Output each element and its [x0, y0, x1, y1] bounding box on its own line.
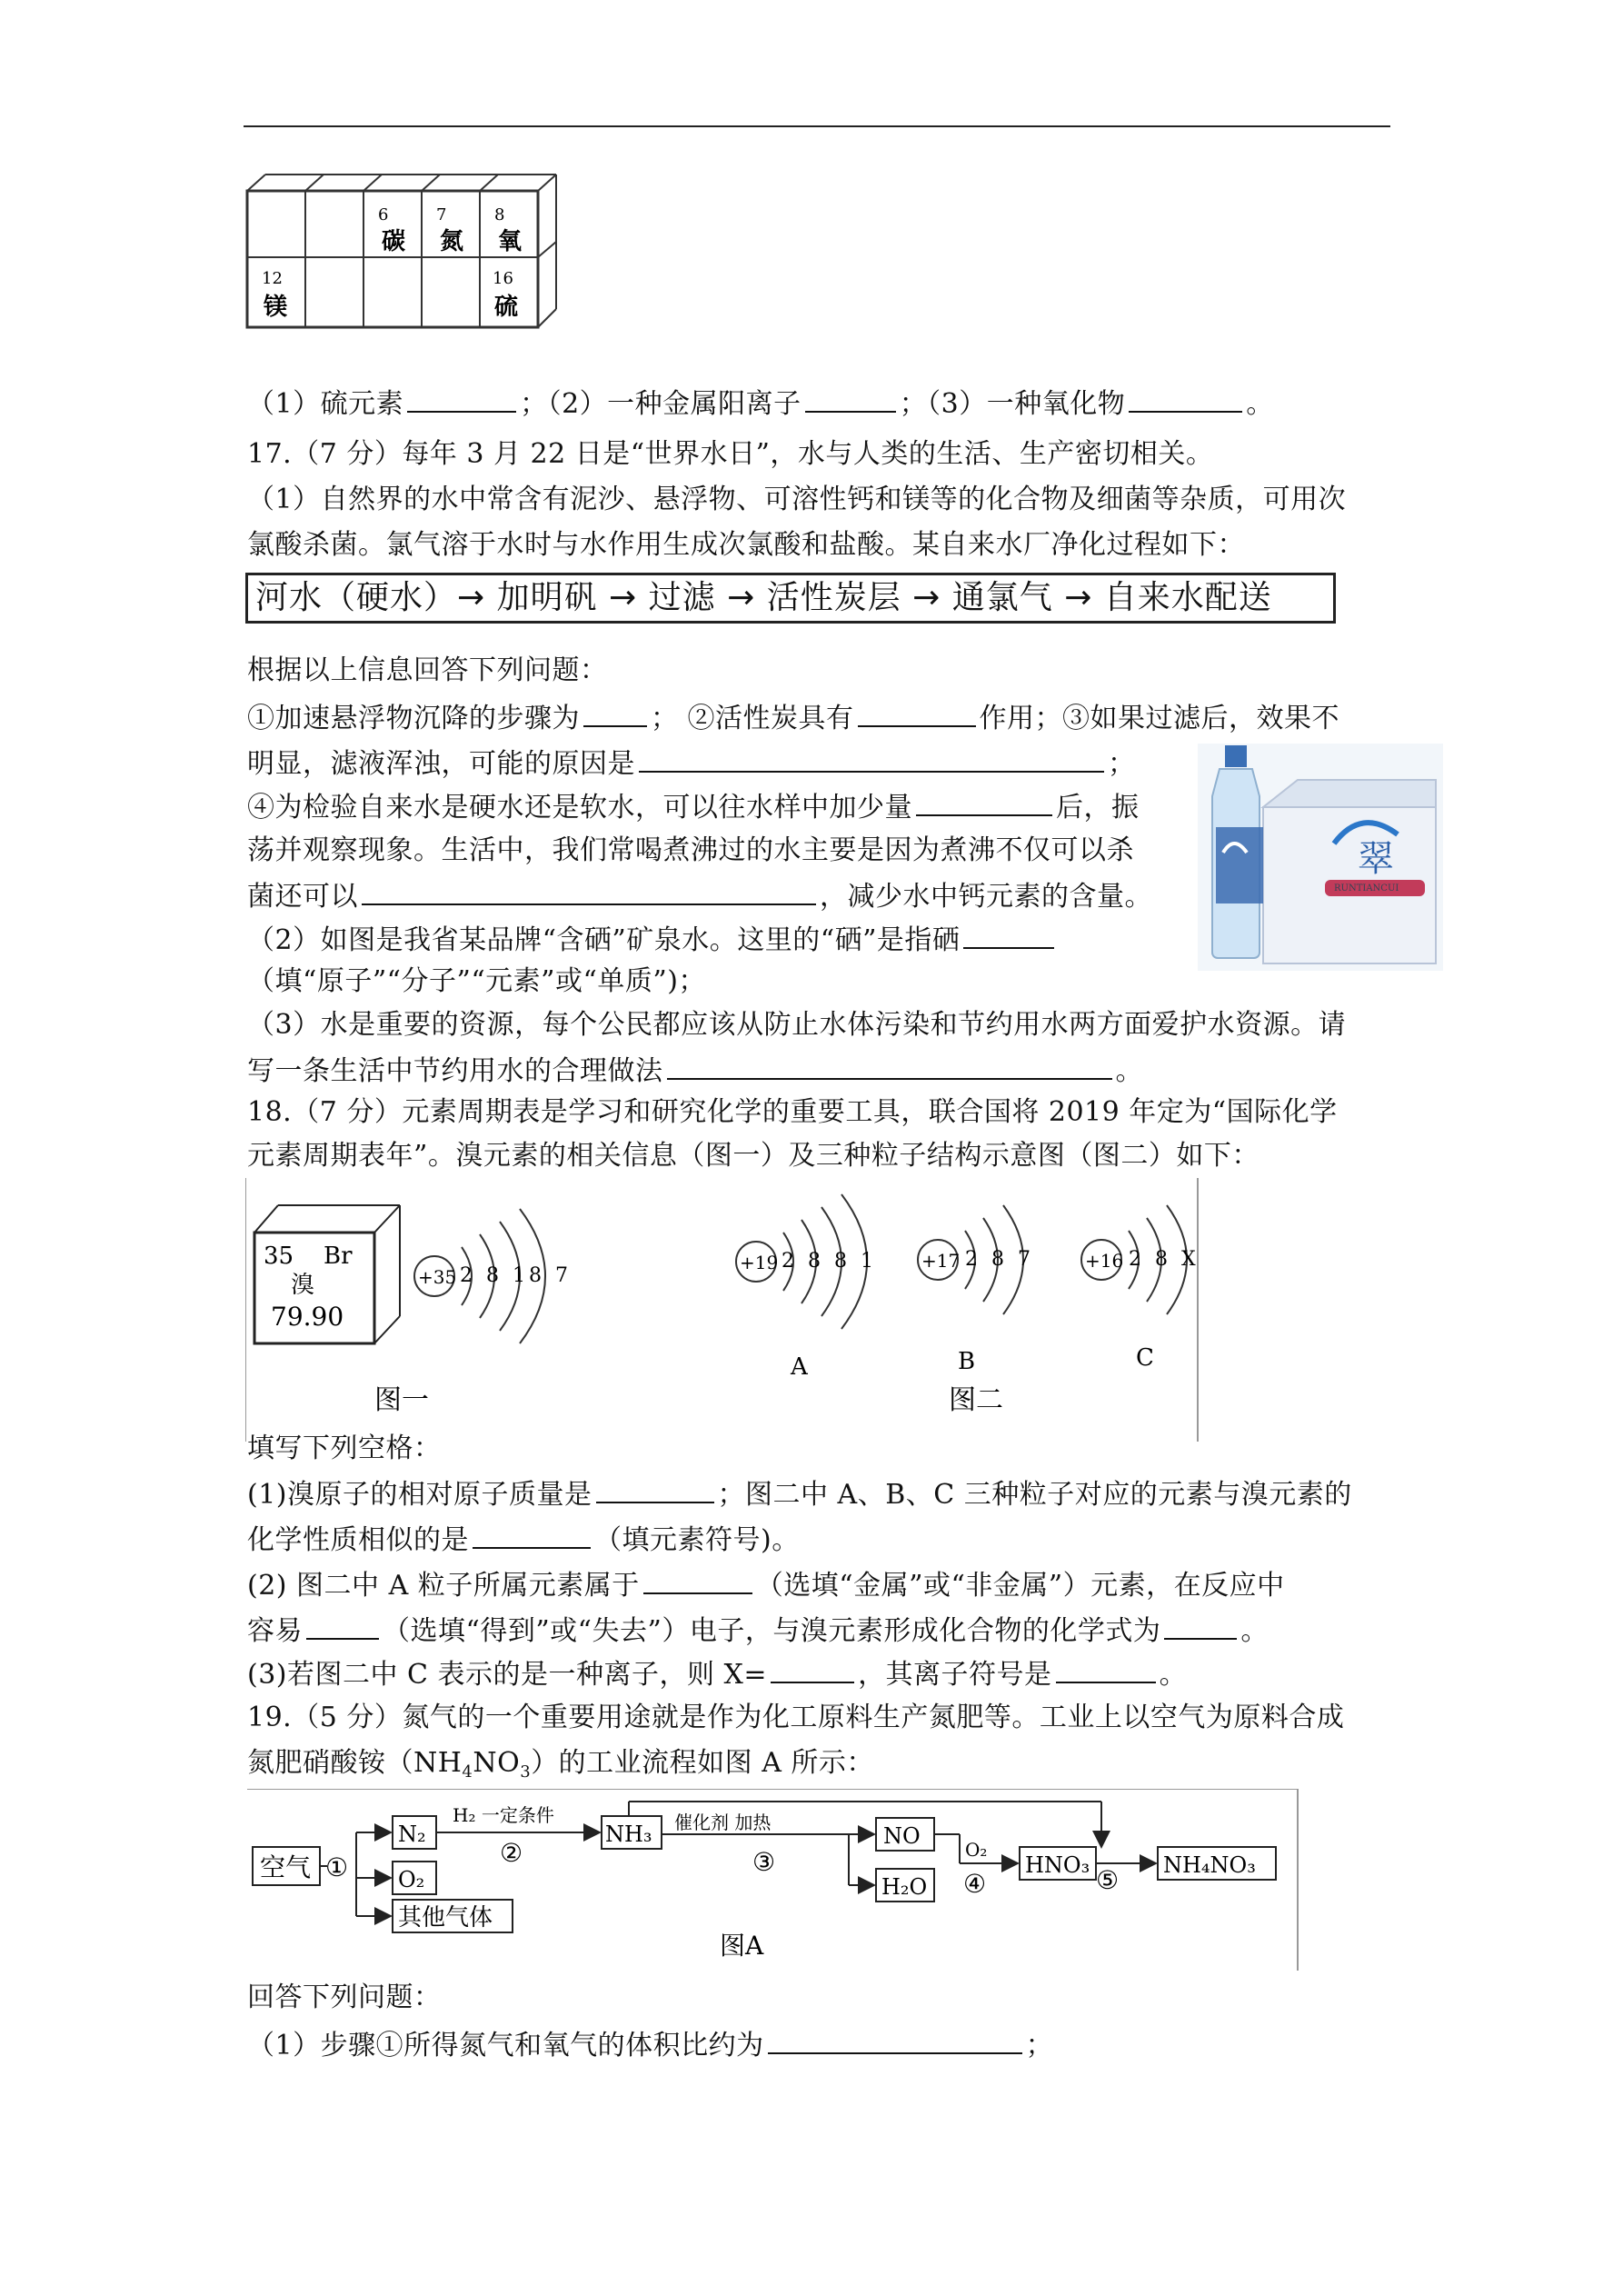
q18-text: 容易	[247, 1615, 303, 1647]
q19-title	[247, 1745, 874, 1791]
header-rule	[244, 125, 1390, 127]
q17-intro: 根据以上信息回答下列问题：	[247, 654, 608, 686]
answer-blank[interactable]	[643, 1565, 752, 1594]
particle-label: B	[958, 1348, 976, 1375]
electron-shells: 2 8 18 7	[460, 1264, 572, 1287]
q18-text: 。	[1159, 1659, 1188, 1691]
nucleus-charge: +16	[1085, 1250, 1124, 1272]
q18-text: (3)若图二中 C 表示的是一种离子，则 X=	[247, 1659, 768, 1691]
step-label: ⑤	[1096, 1865, 1120, 1895]
q17-question	[247, 698, 1339, 737]
q18-text: （选填“得到”或“失去”）电子，与溴元素形成化合物的化学式为	[383, 1615, 1161, 1647]
q17-question	[247, 787, 1140, 826]
q18-text: 。	[1240, 1615, 1269, 1647]
reaction-condition: 催化剂 加热	[674, 1812, 772, 1833]
element-mass: 79.90	[271, 1302, 344, 1332]
q18-question	[247, 1654, 1187, 1693]
electron-shells: 2 8 X	[1129, 1248, 1200, 1271]
cell-number: 12	[262, 269, 283, 288]
q17-text: ；	[1108, 748, 1136, 780]
q16-text: ；（2）一种金属阳离子	[520, 388, 802, 420]
nh3-node: NH₃	[605, 1822, 652, 1847]
q19-question	[247, 2025, 1053, 2064]
cell-element: 氮	[440, 228, 464, 255]
answer-blank[interactable]	[583, 698, 647, 727]
q19-text: ）的工业流程如图 A 所示：	[531, 1747, 874, 1779]
answer-blank[interactable]	[1164, 1611, 1237, 1640]
answer-blank[interactable]	[667, 1051, 1112, 1080]
answer-blank[interactable]	[916, 787, 1052, 816]
q19-text: NO	[473, 1747, 521, 1779]
nh4no3-node: NH₄NO₃	[1163, 1852, 1256, 1878]
q18-text: (2) 图二中 A 粒子所属元素属于	[247, 1570, 640, 1602]
nucleus-charge: +17	[921, 1250, 961, 1272]
subscript: 3	[520, 1762, 532, 1782]
q18-title: 18.（7 分）元素周期表是学习和研究化学的重要工具，联合国将 2019 年定为“国际化学	[247, 1096, 1338, 1128]
q17-text: （2）如图是我省某品牌“含硒”矿泉水。这里的“硒”是指硒	[247, 924, 961, 956]
q17-text: ； ②活性炭具有	[651, 703, 854, 734]
q17-paragraph: （1）自然界的水中常含有泥沙、悬浮物、可溶性钙和镁等的化合物及细菌等杂质，可用次	[247, 484, 1347, 515]
element-number: 35	[264, 1243, 294, 1270]
electron-shells: 2 8 8 1	[782, 1250, 877, 1273]
particle-label: C	[1136, 1344, 1154, 1372]
q17-question: 荡并观察现象。生活中，我们常喝煮沸过的水主要是因为煮沸不仅可以杀	[247, 834, 1134, 866]
step-label: ③	[752, 1847, 776, 1877]
q18-question	[247, 1565, 1285, 1604]
q17-paragraph: 氯酸杀菌。氯气溶于水时与水作用生成次氯酸和盐酸。某自来水厂净化过程如下：	[247, 529, 1245, 561]
subscript: 4	[462, 1762, 473, 1782]
q17-text: 写一条生活中节约用水的合理做法	[247, 1055, 663, 1087]
answer-blank[interactable]	[473, 1520, 591, 1549]
n2-node: N₂	[398, 1822, 426, 1847]
q17-question	[247, 920, 1058, 959]
bromine-figure	[245, 1178, 1201, 1442]
element-symbol: Br	[324, 1243, 353, 1270]
q18-question	[247, 1520, 800, 1559]
cell-element: 碳	[382, 228, 406, 255]
purification-flow: 河水（硬水）→ 加明矾 → 过滤 → 活性炭层 → 通氯气 → 自来水配送	[245, 573, 1336, 624]
q19-text: ；	[1025, 2030, 1054, 2061]
q17-text: ④为检验自来水是硬水还是软水，可以往水样中加少量	[247, 792, 912, 824]
figure-caption: 图二	[949, 1384, 1003, 1416]
answer-blank[interactable]	[858, 698, 976, 727]
answer-blank[interactable]	[963, 920, 1054, 949]
cell-number: 8	[494, 205, 505, 225]
q18-text: （选填“金属”或“非金属”）元素，在反应中	[755, 1570, 1285, 1602]
answer-blank[interactable]	[306, 1611, 379, 1640]
q18-text: 化学性质相似的是	[247, 1524, 469, 1556]
o2-node: O₂	[398, 1867, 425, 1892]
q16-text: ；（3）一种氧化物	[899, 388, 1126, 420]
electron-shells: 2 8 7	[965, 1248, 1034, 1271]
element-name: 溴	[291, 1272, 315, 1299]
air-node: 空气	[260, 1852, 312, 1882]
particle-label: A	[791, 1353, 808, 1381]
figure-caption: 图A	[720, 1931, 764, 1961]
answer-blank[interactable]	[362, 876, 816, 905]
hno3-node: HNO₃	[1025, 1852, 1090, 1878]
q19-intro: 回答下列问题：	[247, 1982, 442, 2013]
q17-question	[247, 744, 1136, 783]
q17-text: 。	[1115, 1055, 1143, 1087]
answer-blank[interactable]	[805, 384, 896, 413]
step-label: ④	[963, 1869, 987, 1899]
mineral-water-photo	[1198, 744, 1443, 971]
cell-number: 6	[378, 205, 389, 225]
no-node: NO	[883, 1823, 921, 1849]
nucleus-charge: +35	[418, 1266, 457, 1288]
q19-text: （1）步骤①所得氮气和氧气的体积比约为	[247, 2030, 764, 2061]
answer-blank[interactable]	[407, 384, 516, 413]
q18-text: ；图二中 A、B、C 三种粒子对应的元素与溴元素的	[717, 1479, 1352, 1511]
answer-blank[interactable]	[639, 744, 1104, 773]
cell-element: 硫	[494, 294, 519, 321]
reaction-condition: H₂ 一定条件	[453, 1804, 554, 1826]
nucleus-charge: +19	[740, 1252, 779, 1273]
q17-title: 17.（7 分）每年 3 月 22 日是“世界水日”，水与人类的生活、生产密切相关。	[247, 438, 1214, 470]
figure-caption: 图一	[374, 1384, 429, 1416]
q16-line	[247, 384, 1274, 423]
q18-text: ，其离子符号是	[858, 1659, 1052, 1691]
q17-question: （3）水是重要的资源，每个公民都应该从防止水体污染和节约用水两方面爱护水资源。请	[247, 1009, 1347, 1041]
answer-blank[interactable]	[596, 1474, 714, 1503]
q19-text: 氮肥硝酸铵（NH	[247, 1747, 463, 1779]
q17-text: ①加速悬浮物沉降的步骤为	[247, 703, 580, 734]
step-label: ②	[500, 1838, 523, 1868]
q17-text: 作用；③如果过滤后，效果不	[979, 703, 1340, 734]
other-gas-node: 其他气体	[398, 1904, 493, 1932]
brand-glyph: 翠	[1358, 838, 1394, 880]
q17-text: 明显，滤液浑浊，可能的原因是	[247, 748, 635, 780]
answer-blank[interactable]	[771, 1654, 854, 1683]
cell-element: 镁	[264, 294, 288, 321]
cell-element: 氧	[498, 228, 523, 255]
q17-text: ，减少水中钙元素的含量。	[820, 881, 1152, 913]
q18-question	[247, 1611, 1269, 1650]
answer-blank[interactable]	[1129, 384, 1242, 413]
q19-title: 19.（5 分）氮气的一个重要用途就是作为化工原料生产氮肥等。工业上以空气为原料合成	[247, 1702, 1345, 1733]
periodic-table-figure	[244, 171, 571, 340]
ammonium-nitrate-flow-diagram	[247, 1789, 1299, 1971]
q17-text: 菌还可以	[247, 881, 358, 913]
cell-number: 7	[436, 205, 447, 225]
answer-blank[interactable]	[1056, 1654, 1156, 1683]
reagent-label: O₂	[965, 1839, 988, 1861]
q17-text: 后，振	[1056, 792, 1140, 824]
step-label: ①	[325, 1852, 349, 1882]
cell-number: 16	[493, 269, 513, 288]
q17-question	[247, 1051, 1143, 1090]
q18-question	[247, 1474, 1352, 1513]
q18-text: （填元素符号)。	[594, 1524, 800, 1556]
answer-blank[interactable]	[768, 2025, 1022, 2054]
q17-question	[247, 876, 1152, 915]
q16-text: 。	[1246, 388, 1274, 420]
h2o-node: H₂O	[881, 1874, 928, 1900]
q18-title: 元素周期表年”。溴元素的相关信息（图一）及三种粒子结构示意图（图二）如下：	[247, 1140, 1260, 1172]
q17-question: （填“原子”“分子”“元素”或“单质”)；	[247, 965, 706, 997]
brand-pinyin: RUNTIANCUI	[1334, 883, 1399, 893]
q16-text: （1）硫元素	[247, 388, 404, 420]
q18-text: (1)溴原子的相对原子质量是	[247, 1479, 592, 1511]
q18-intro: 填写下列空格：	[247, 1433, 442, 1464]
